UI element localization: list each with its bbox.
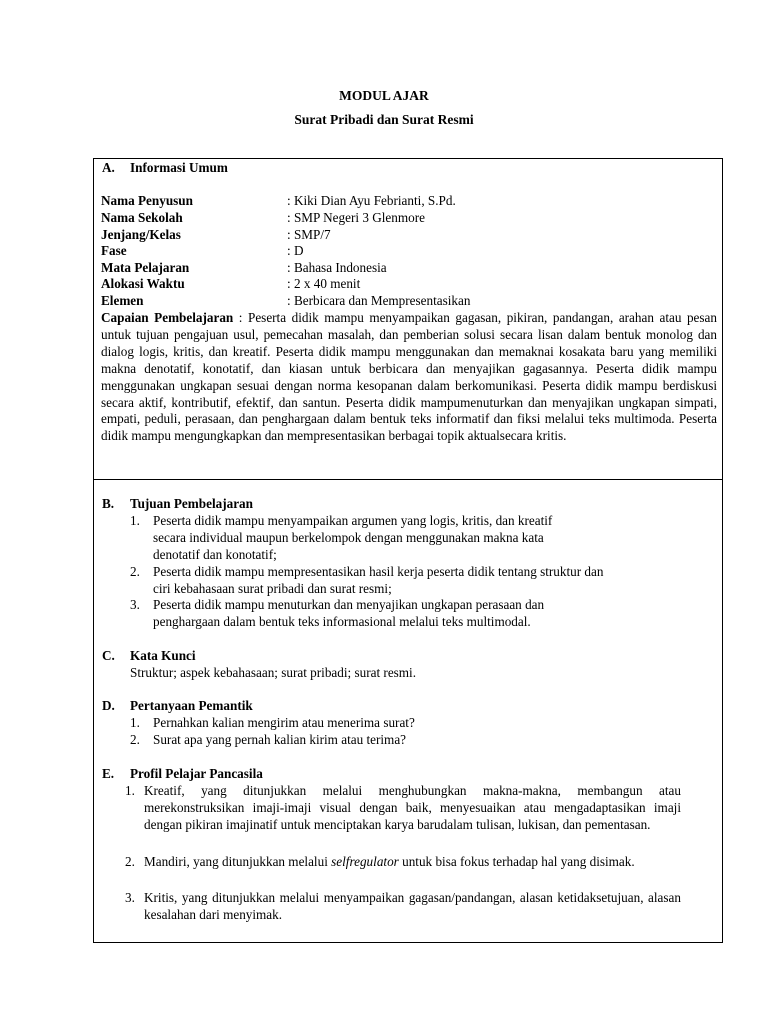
- field-value: : D: [287, 243, 304, 258]
- section-e-title: Profil Pelajar Pancasila: [130, 766, 263, 781]
- list-number: 3.: [125, 890, 135, 905]
- list-text: denotatif dan konotatif;: [153, 547, 277, 562]
- field-label: Jenjang/Kelas: [101, 227, 181, 242]
- list-text: ciri kebahasaan surat pribadi dan surat resmi;: [153, 581, 392, 596]
- section-d-letter: D.: [102, 698, 115, 713]
- list-text: [144, 854, 681, 871]
- section-b-letter: B.: [102, 496, 115, 511]
- section-a-box: [93, 158, 723, 480]
- list-text: Peserta didik mampu menyampaikan argumen yang logis, kritis, dan kreatif: [153, 513, 553, 528]
- section-a-title: Informasi Umum: [130, 160, 228, 175]
- list-number: 2.: [130, 564, 140, 579]
- list-text-part: untuk bisa fokus terhadap hal yang disimak.: [398, 854, 635, 869]
- field-label: Fase: [101, 243, 127, 258]
- field-label: Nama Sekolah: [101, 210, 183, 225]
- capaian-text: : Peserta didik mampu menyampaikan gagasan, pikiran, pandangan, arahan atau pesan untuk tujuan pengajuan usul, pemecahan masalah, dan pemberian solusi secara lisan dalam bentuk monolog dan dialog logis, kritis, dan kreatif. Peserta didik mampu menggunakan dan memaknai kosakata baru yang memiliki makna denotatif, konotatif, dan kiasan untuk berbicara dan menyajikan gagasannya. Peserta didik mampu menggunakan ungkapan sesuai dengan norma kesopanan dalam berkomunikasi. Peserta didik mampu berdiskusi secara aktif, kontributif, efektif, dan santun. Peserta didik mampumenuturkan dan menyajikan ungkapan simpati, empati, peduli, perasaan, dan penghargaan dalam bentuk teks informatif dan fiksi melalui teks multimoda. Peserta didik mampu mengungkapkan dan mempresentasikan berbagai topik aktualsecara kritis.: [101, 310, 717, 444]
- field-value: : Bahasa Indonesia: [287, 260, 387, 275]
- section-c-title: Kata Kunci: [130, 648, 196, 663]
- list-text: Pernahkan kalian mengirim atau menerima surat?: [153, 715, 415, 730]
- capaian-label: Capaian Pembelajaran: [101, 310, 234, 325]
- section-c-text: Struktur; aspek kebahasaan; surat pribadi; surat resmi.: [130, 665, 417, 680]
- list-text: penghargaan dalam bentuk teks informasional melalui teks multimodal.: [153, 614, 531, 629]
- list-number: 3.: [130, 597, 140, 612]
- section-c-letter: C.: [102, 648, 115, 663]
- list-text-italic: selfregulator: [331, 854, 399, 869]
- field-label: Alokasi Waktu: [101, 276, 185, 291]
- list-text: Peserta didik mampu menuturkan dan menyajikan ungkapan perasaan dan: [153, 597, 545, 612]
- section-b-to-e-box: [93, 479, 723, 943]
- list-text: Kritis, yang ditunjukkan melalui menyampaikan gagasan/pandangan, alasan ketidaksetujuan, alasan kesalahan dari menyimak.: [144, 890, 681, 922]
- list-text-part: Mandiri, yang ditunjukkan melalui: [144, 854, 332, 869]
- field-value: : SMP Negeri 3 Glenmore: [287, 210, 425, 225]
- field-value: : SMP/7: [287, 227, 331, 242]
- field-label: Mata Pelajaran: [101, 260, 190, 275]
- list-text: Peserta didik mampu mempresentasikan hasil kerja peserta didik tentang struktur dan: [153, 564, 604, 579]
- list-number: 1.: [130, 513, 140, 528]
- field-value: : Berbicara dan Mempresentasikan: [287, 293, 471, 308]
- list-text: Kreatif, yang ditunjukkan melalui menghubungkan makna-makna, membangun atau merekonstruksikan imaji-imaji visual dengan baik, menyesuaikan atau mengadaptasikan imaji dengan pikiran imajinatif untuk menciptakan karya barudalam tulisan, lukisan, dan pementasan.: [144, 783, 681, 832]
- field-label: Nama Penyusun: [101, 193, 193, 208]
- list-number: 1.: [130, 715, 140, 730]
- list-number: 1.: [125, 783, 135, 798]
- list-text: Surat apa yang pernah kalian kirim atau terima?: [153, 732, 407, 747]
- list-number: 2.: [125, 854, 135, 869]
- section-a-letter: A.: [102, 160, 115, 175]
- field-value: : 2 x 40 menit: [287, 276, 361, 291]
- document-subtitle: Surat Pribadi dan Surat Resmi: [294, 112, 474, 127]
- section-b-title: Tujuan Pembelajaran: [130, 496, 253, 511]
- document-title: MODUL AJAR: [339, 88, 429, 103]
- section-d-title: Pertanyaan Pemantik: [130, 698, 253, 713]
- capaian-paragraph: [101, 310, 717, 445]
- field-label: Elemen: [101, 293, 144, 308]
- field-value: : Kiki Dian Ayu Febrianti, S.Pd.: [287, 193, 456, 208]
- section-e-letter: E.: [102, 766, 115, 781]
- list-text: secara individual maupun berkelompok dengan menggunakan makna kata: [153, 530, 544, 545]
- list-number: 2.: [130, 732, 140, 747]
